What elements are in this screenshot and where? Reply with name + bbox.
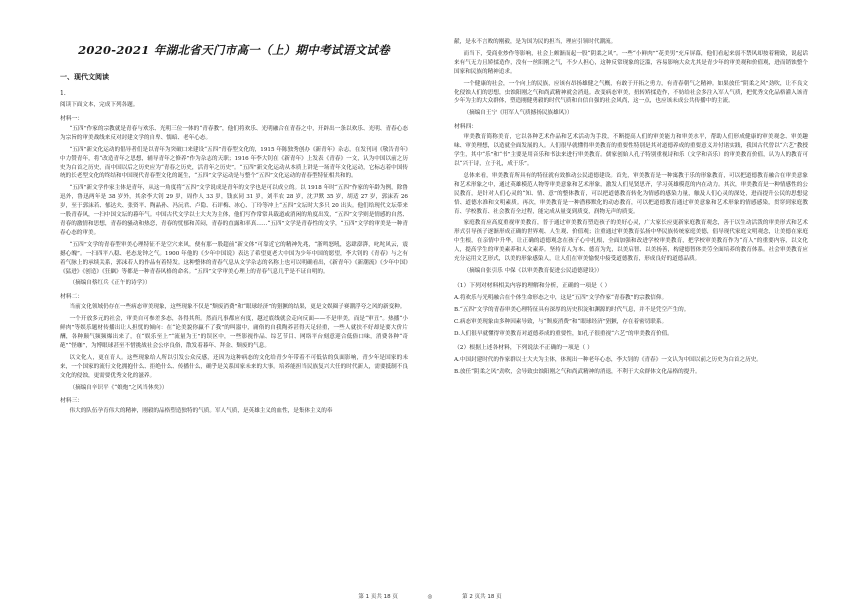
- question-number: 1.: [60, 90, 66, 97]
- page-number-left: 第 1 页共 18 页: [358, 594, 398, 600]
- paragraph: 献，是永不言败的刚毅，是为国为民的担当，理应引领时代潮流。: [454, 39, 617, 45]
- section-heading: 一、现代文阅读: [60, 72, 109, 81]
- paragraph: 家庭教育应高度重视审美教育，普于通过审美教育塑造孩子的美好心灵，广大家长应更新家庭教育观念，善于以生动活泼的审美形式和艺术形式引导孩子逐渐形成正确的世界观、人生观、价值观；注重通过审美教育弘扬中华民族传统家庭美德，倡导现代家庭文明观念，让美德在家庭中生根，在亲情中升华，让正确的道德观念在孩子心中扎根，全面加强和改进学校审美教育，把学校审美教育作为“育人”的重要内容，以文化人，提高学生的审美素养和人文素养。坚持育人为本、德育为先，以美启智、以美扬善，构建德智体美劳全面培养的教育体系。社会审美教育应充分运用文艺形式，以美的形象感染人，让人们在审美愉悦中接受道德教育，形成良好的道德品质。: [454, 220, 808, 263]
- material-label: 材料二：: [60, 294, 84, 301]
- paragraph: “五四”文学的青春型审美心理特征不是空穴来风，便有那一股超前“新文体”可靠近它的精神先兆，“浙鸣怒吼，恣肆澎湃，叱咤风云，震撼心魄”。一扫四平八稳、老态龙钟之气。1900 年他的《少年中国说》表达了希望更老大中国为少年中国的愿望，李大钊的《青春》与之有着气脉上的承续关系，郭沫若人的作品有着特发。这种整体的青春气息从文学杂志的名称上也可以明确看出，《新青年》《新潮流》《少年中国》《猛进》《创造》《狂飙》等都是一种青春风格的命名。“五四”文学审美心理上的青春气息几乎是不证自明的。: [60, 241, 408, 275]
- answer-option: D.人们很早就懂得审美教育对道德养成的重要性，如孔子很重视“六艺”的审美教育价值。: [454, 330, 673, 337]
- material-label: 材料三：: [60, 398, 84, 405]
- answer-option: B.放任“阴柔之风”劲吹，会导致虫蚀阳刚之气和尚武精神的消退，不利于大众群体文化品格的提升。: [454, 369, 701, 376]
- source-citation: （摘编自辛识平《“娘炮”之风当休矣》）: [69, 384, 168, 391]
- page-number-right: 第 2 页共 18 页: [462, 594, 502, 600]
- answer-option: A.中国封建时代的作家群以士大夫为主体，体现出一种老年心态，李大钊的《青春》一文认为中国以前之历史为白首之历史。: [454, 357, 762, 364]
- paragraph: “五四”作家的宗教就是青春与欢乐、光明三位一体的“青春教”，他们将欢乐、光明融合在青春之中，开辟出一条以欢乐、光明、青春心态为宗旨的审美战线来反对封建文学的自卑、懦暗、老年心态。: [60, 125, 408, 141]
- right-page: [427, 0, 860, 608]
- answer-option: B.“五四”文学的青春审美心理特征具有深厚的历史积淀和渊源的时代气息，并不是凭空产生的。: [454, 306, 690, 313]
- paragraph: 一个健康的社会，一个向上的民族，应该有昂扬雄健之气概，有敢于开拓之勇力，有青春朝气之精神。如果放任“阴柔之风”劲吹，让不良文化侵蚀人们的思想，虫蚀阳刚之气和尚武精神就会消退。改变病态审美，扭转矫揉造作，不妨给社会多注入军人气质，把优秀文化品格灌入该青少年为主的大众群体，塑造刚健勇毅的时代气质和自信自强的社会风尚，这一点，也应该未成公共传播中的主流。: [454, 80, 808, 105]
- paragraph: 以文化人，更在育人。这些现象给人所以引发公众反感，还因为这种病态的文化给青少年带着不可低估的负面影响，青少年是国家的未来，一个国家的流行文化拥抱什么、拒绝什么、传播什么，确乎是关系国家未来的大事。培养能担当民族复兴大任的时代新人，需要抵制不良文化的侵蚀，更需要优秀文化的滋养。: [60, 354, 408, 379]
- paragraph: 一个开放多元的社会，审美自可参差多态，各得其所。然而凡事都应有度，越过底线就会走向反面——不是审美，而是“审丑”。热播“小鲜肉”等娱乐题材传播出让人担忧的倾向：在“论美貌你赢不了我”的叫嚣中，庸俗的自我陶养甚得天足轻重，一些人就扶不好却是要大价片酬，各种颠气频频爆出来了，在“娱乐至上”“流量为王”的误区中，一些影视作品、综艺节目、网络平台刻意迎合低俗口味，消费各种“奇葩”“怪咖”，为博眼球甚至不惜挑战社会公序良俗，散发着暮年、拜金、颓废的气息。: [60, 316, 408, 349]
- paragraph: 当前文化领域仍存在一些病态审美现象，这些现象不仅是“颓废消费”和“眼球经济”的猖獗的结果，更是文娱圈子赛潮浮夸之风的新变种。: [69, 304, 406, 311]
- paragraph: “五四”新文学作家主体是青年，从这一角度将“五四”文学说成是青年的文学也是可以成立的。以 1918 年时“五四”作家的年龄为例，除鲁迅外，鲁迅两年是 38 岁外，其余李大钊 29 岁，周作人 33 岁，钱玄同 31 岁，刘半农 28 岁，沈尹默 35 岁，胡适 27 岁，郭沫若 26 岁，至于郭沫若、郁达夫、张资平、陶晶孙、冯沅君、卢隐、石评梅、冰心、丁玲等冲上“五四”文坛时大多只 20 出头。他们给现代文坛带来一股青春风，一扫中国文坛的暮年气。中国古代文学以士大夫为主体，他们写作常常具载道或消闲的角度出发，“五四”文学则是情感的自然、青春的激情和思想，青春的骚动和热恋，青春的忧郁和苦闷，青春的直露和率真……“五四”文学是青春性的文学，“五四”文学的审美是一种青春心态的审美。: [60, 185, 408, 236]
- paragraph: 总体来看，审美教育所具有的特征就有效推动公民道德建设。首先，审美教育是一种寓教于乐的形象教育，可以把道德教育融合在审美意象和艺术形象之中，通过英雄模范人物等审美意象和艺术形象，激发人们见贤思齐，学习英雄模范的内在动力。其次，审美教育是一种情感性的公民教育，是针对人们心灵的“知、情、意”的整体教育，可以把道德教育转化为情感的感染力量，触及人们心灵的深处，进而提升公民的思想觉悟、道德水准和文明素质。再次，审美教育是一种潜移默化的动态教育，可以把道德教育通过审美意象和艺术形象的情感感染，贯穿到家庭教育、学校教育、社会教育全过程，能完成从量变到质变，润物无声的质变。: [454, 172, 808, 215]
- answer-option: C.病态审美现象由多种因素导致，与“颓废消费”和“眼球经济”猖獗，存在着密切联系。: [454, 318, 668, 325]
- paragraph: “五四”新文化运动的倡导者们是以青年为突破口来建设“五四”青春型文化的，1915 年陈独秀创办《新青年》杂志，在发刊词《敬告青年》中力赞青年，将“改造青年之思想，辅导青年之修养”作为杂志的天职；1916 年李大钊在《新青年》上发表《青春》一文，认为中国以前之历史为白首之历史，而中国以后之历史应为“青春之历史，活青年之历史”。“五四”新文化运动从本质上讲是一场青年文化运动，它标志着中国传统的长老型文化的终结和中国现代青春型文化的诞生，“五四”文学运动是与整个“五四”文化运动的青春型特征相共和的。: [60, 146, 408, 180]
- exam-title: 2020-2021 年湖北省天门市高一（上）期中考试语文试卷: [78, 43, 390, 57]
- material-label: 材料一：: [60, 115, 84, 122]
- divider-mark: ◎: [427, 594, 433, 600]
- source-citation: （摘编自张引乐 中保《以审美教育促进公民道德建设》）: [463, 267, 603, 274]
- material-label: 材料四：: [454, 124, 478, 131]
- answer-option: A.将欢乐与光明融合在个体生命形态之中，这是“五四”文学作家“青春教”的宗教信仰。: [454, 294, 668, 301]
- page-footer: [0, 592, 860, 600]
- paragraph: 伟大的队伍孕育伟大的精神，刚毅的品格塑造独特的气质。军人气质，是英雄主义的血性，是集体主义的奉: [69, 408, 333, 415]
- question-stem: （1）下列对材料相关内容的理解和分析，正确的一项是（ ）: [454, 282, 611, 289]
- source-citation: （摘编自蔡红兵《正午的诗学》）: [69, 280, 151, 287]
- paragraph: 而当下，受商业炒作等影响，社会上颇渐而起一股“阴柔之风”。一些“小鲜肉”“花美男”充斥屏幕，他们看起来弱不禁风却按着精致，说起话来有气无力且矫揉造作，没有一丝阳刚之气，不少人担心，这种反常现象的泛滥，容易影响大众尤其是青少年的审美观和价值观，进而销蚀整个国家和民族的精神追求。: [454, 50, 808, 75]
- question-stem: （2）根据上述各材料，下列说法不正确的一项是（ ）: [454, 345, 593, 352]
- reading-instruction: 阅读下面文本，完成下列各题。: [60, 102, 139, 108]
- source-citation: （摘编自王宁《用军人气质撼扬民族雄风》）: [463, 110, 573, 117]
- paragraph: 审美教育简称美育，它以各种艺术作品和艺术活动为手段，不断提高人们的审美能力和审美水平，帮助人们形成健康的审美观念、审美趣味、审美理想，以造就全面发展的人。人们很早就懂得审美教育的重要性特别是其对道德养成的重要意义并付诸实践，我国古代曾以“六艺”教授学生，其中“乐”和“书”主要是用音乐和书法来进行审美教育。儒家创始人孔子特别重视诗和乐（文学和音乐）的审美教育价值，认为人的教育可以“兴于诗，立于礼，成于乐”。: [454, 134, 808, 167]
